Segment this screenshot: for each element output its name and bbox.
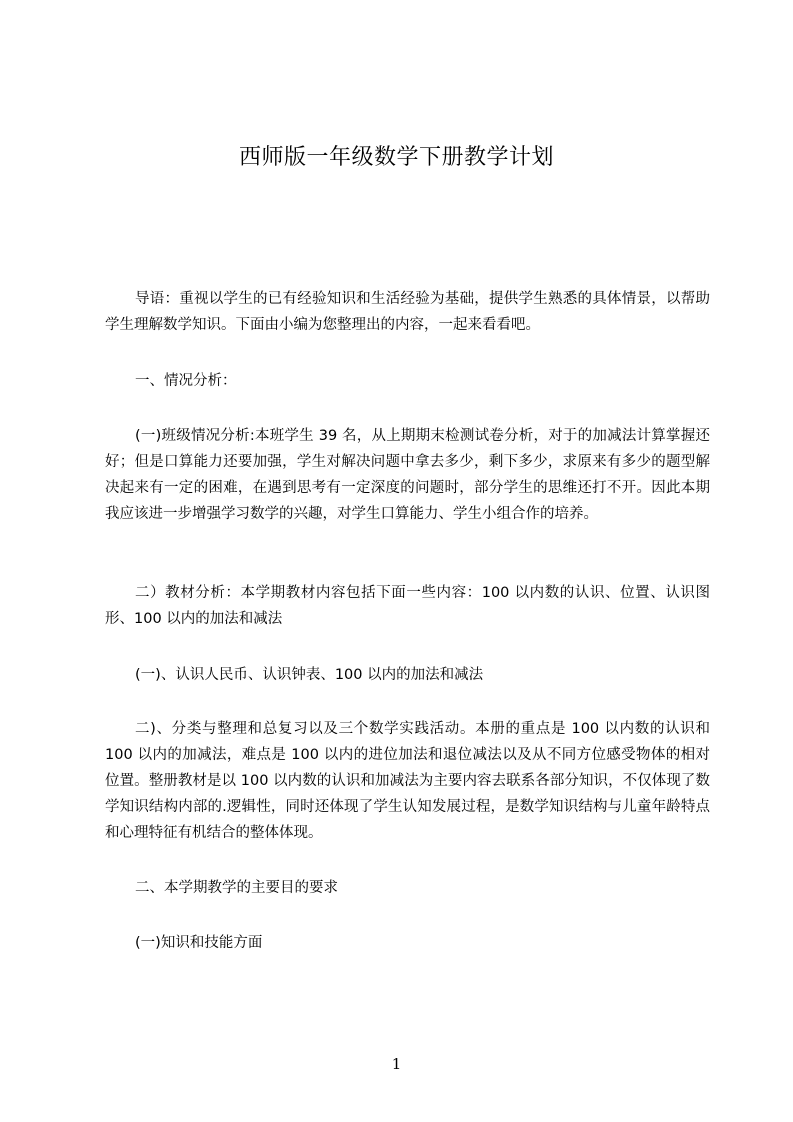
content-item-one: (一)、认识人民币、认识钟表、100 以内的加法和减法 [135, 667, 484, 683]
textbook-analysis-paragraph: 二）教材分析：本学期教材内容包括下面一些内容：100 以内数的认识、位置、认识图形、100 以内的加法和减法 [105, 585, 710, 627]
intro-paragraph: 导语：重视以学生的已有经验知识和生活经验为基础，提供学生熟悉的具体情景，以帮助学生理解数学知识。下面由小编为您整理出的内容，一起来看看吧。 [105, 291, 710, 333]
section-heading-teaching-goals: 二、本学期教学的主要目的要求 [135, 880, 338, 896]
content-item-two-paragraph: 二)、分类与整理和总复习以及三个数学实践活动。本册的重点是 100 以内数的认识和 100 以内的加减法，难点是 100 以内的进位加法和退位减法以及从不同方位感受物体的相对位置。整册教材是以 100 以内数的认识和加减法为主要内容去联系各部分知识，不仅体现了数学知识结构内部的.逻辑性，同时还体现了学生认知发展过程，是数学知识结构与儿童年龄特点和心理特征有机结合的整体体现。 [105, 721, 710, 841]
class-analysis-paragraph: (一)班级情况分析:本班学生 39 名，从上期期末检测试卷分析，对于的加减法计算掌握还好；但是口算能力还要加强，学生对解决问题中拿去多少，剩下多少，求原来有多少的题型解决起来有一定的困难，在遇到思考有一定深度的问题时，部分学生的思维还打不开。因此本期我应该进一步增强学习数学的兴趣，对学生口算能力、学生小组合作的培养。 [105, 428, 710, 522]
page-title: 西师版一年级数学下册教学计划 [238, 145, 554, 170]
page-number: 1 [391, 1055, 402, 1073]
section-heading-situation-analysis: 一、情况分析： [135, 373, 237, 389]
subsection-heading-knowledge-skills: (一)知识和技能方面 [135, 935, 263, 951]
